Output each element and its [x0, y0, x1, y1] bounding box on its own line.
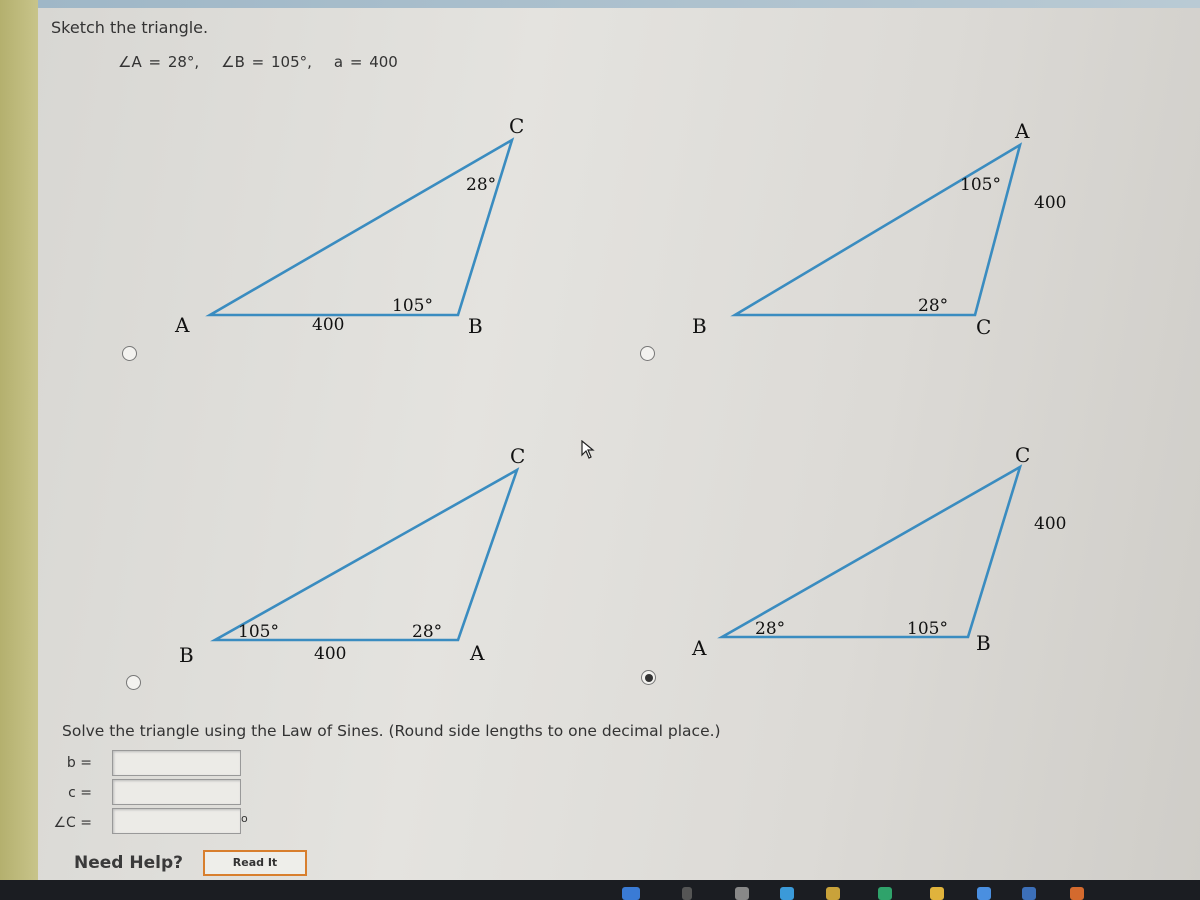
- option-4-vertex-v3: C: [1015, 443, 1031, 467]
- angle-c-label: ∠C =: [53, 815, 92, 831]
- option-2-radio[interactable]: [640, 346, 655, 361]
- taskbar: [0, 880, 1200, 900]
- angle-c-input[interactable]: [112, 808, 241, 834]
- read-it-button[interactable]: Read It: [203, 850, 307, 876]
- given-side-a: a = 400: [333, 53, 398, 71]
- option-3-triangle: [215, 470, 517, 640]
- option-4-side-label: 400: [1034, 514, 1067, 534]
- b-input[interactable]: [112, 750, 241, 776]
- taskbar-app-icon[interactable]: [878, 887, 892, 900]
- taskbar-app-icon[interactable]: [780, 887, 794, 900]
- option-1-vertex-v3: C: [509, 114, 525, 138]
- c-input[interactable]: [112, 779, 241, 805]
- option-1-angle-v2: 105°: [392, 296, 433, 316]
- option-2-triangle: [735, 145, 1020, 315]
- option-2-angle-v2: 28°: [918, 296, 949, 316]
- taskbar-app-icon[interactable]: [735, 887, 749, 900]
- option-3-side-label: 400: [314, 644, 347, 664]
- option-2-figure: [692, 119, 1066, 339]
- solve-prompt: Solve the triangle using the Law of Sines. (Round side lengths to one decimal place.): [62, 722, 721, 740]
- option-4-angle-v1: 28°: [755, 619, 786, 639]
- option-1-side-label: 400: [312, 315, 345, 335]
- degree-unit: o: [241, 812, 248, 825]
- option-2-vertex-v1: B: [692, 314, 707, 338]
- option-3-vertex-v2: A: [470, 641, 485, 665]
- option-1-vertex-v2: B: [468, 314, 483, 338]
- option-1-vertex-v1: A: [175, 313, 190, 337]
- taskbar-app-icon[interactable]: [1070, 887, 1084, 900]
- option-4-vertex-v2: B: [976, 631, 991, 655]
- option-3-radio[interactable]: [126, 675, 141, 690]
- option-4-triangle: [722, 467, 1020, 637]
- taskbar-app-icon[interactable]: [977, 887, 991, 900]
- option-1-figure: [174, 114, 524, 338]
- taskbar-app-icon[interactable]: [930, 887, 944, 900]
- option-2-side-label: 400: [1034, 193, 1067, 213]
- option-2-angle-v3: 105°: [960, 175, 1001, 195]
- instruction-text: Sketch the triangle.: [51, 18, 209, 37]
- option-1-triangle: [210, 140, 512, 315]
- given-angle-a: ∠A = 28°,: [118, 53, 200, 71]
- b-label: b =: [66, 755, 92, 771]
- taskbar-app-icon[interactable]: [826, 887, 840, 900]
- option-1-angle-v3: 28°: [466, 175, 497, 195]
- option-3-angle-v2: 28°: [412, 622, 443, 642]
- option-2-vertex-v2: C: [976, 315, 992, 339]
- option-4-vertex-v1: A: [692, 636, 707, 660]
- given-angle-b: ∠B = 105°,: [221, 53, 312, 71]
- taskbar-app-icon[interactable]: [1022, 887, 1036, 900]
- need-help-label: Need Help?: [74, 853, 183, 873]
- option-4-figure: [691, 443, 1066, 660]
- option-4-radio[interactable]: [641, 670, 656, 685]
- c-label: c =: [68, 785, 92, 801]
- taskbar-search-icon[interactable]: [682, 887, 692, 900]
- option-3-vertex-v3: C: [510, 444, 526, 468]
- option-4-angle-v2: 105°: [907, 619, 948, 639]
- option-3-vertex-v1: B: [179, 643, 194, 667]
- mouse-cursor-icon: [581, 440, 597, 464]
- taskbar-start-icon[interactable]: [622, 887, 640, 900]
- option-3-angle-v1: 105°: [238, 622, 279, 642]
- option-1-radio[interactable]: [122, 346, 137, 361]
- option-3-figure: [179, 444, 525, 667]
- option-2-vertex-v3: A: [1015, 119, 1030, 143]
